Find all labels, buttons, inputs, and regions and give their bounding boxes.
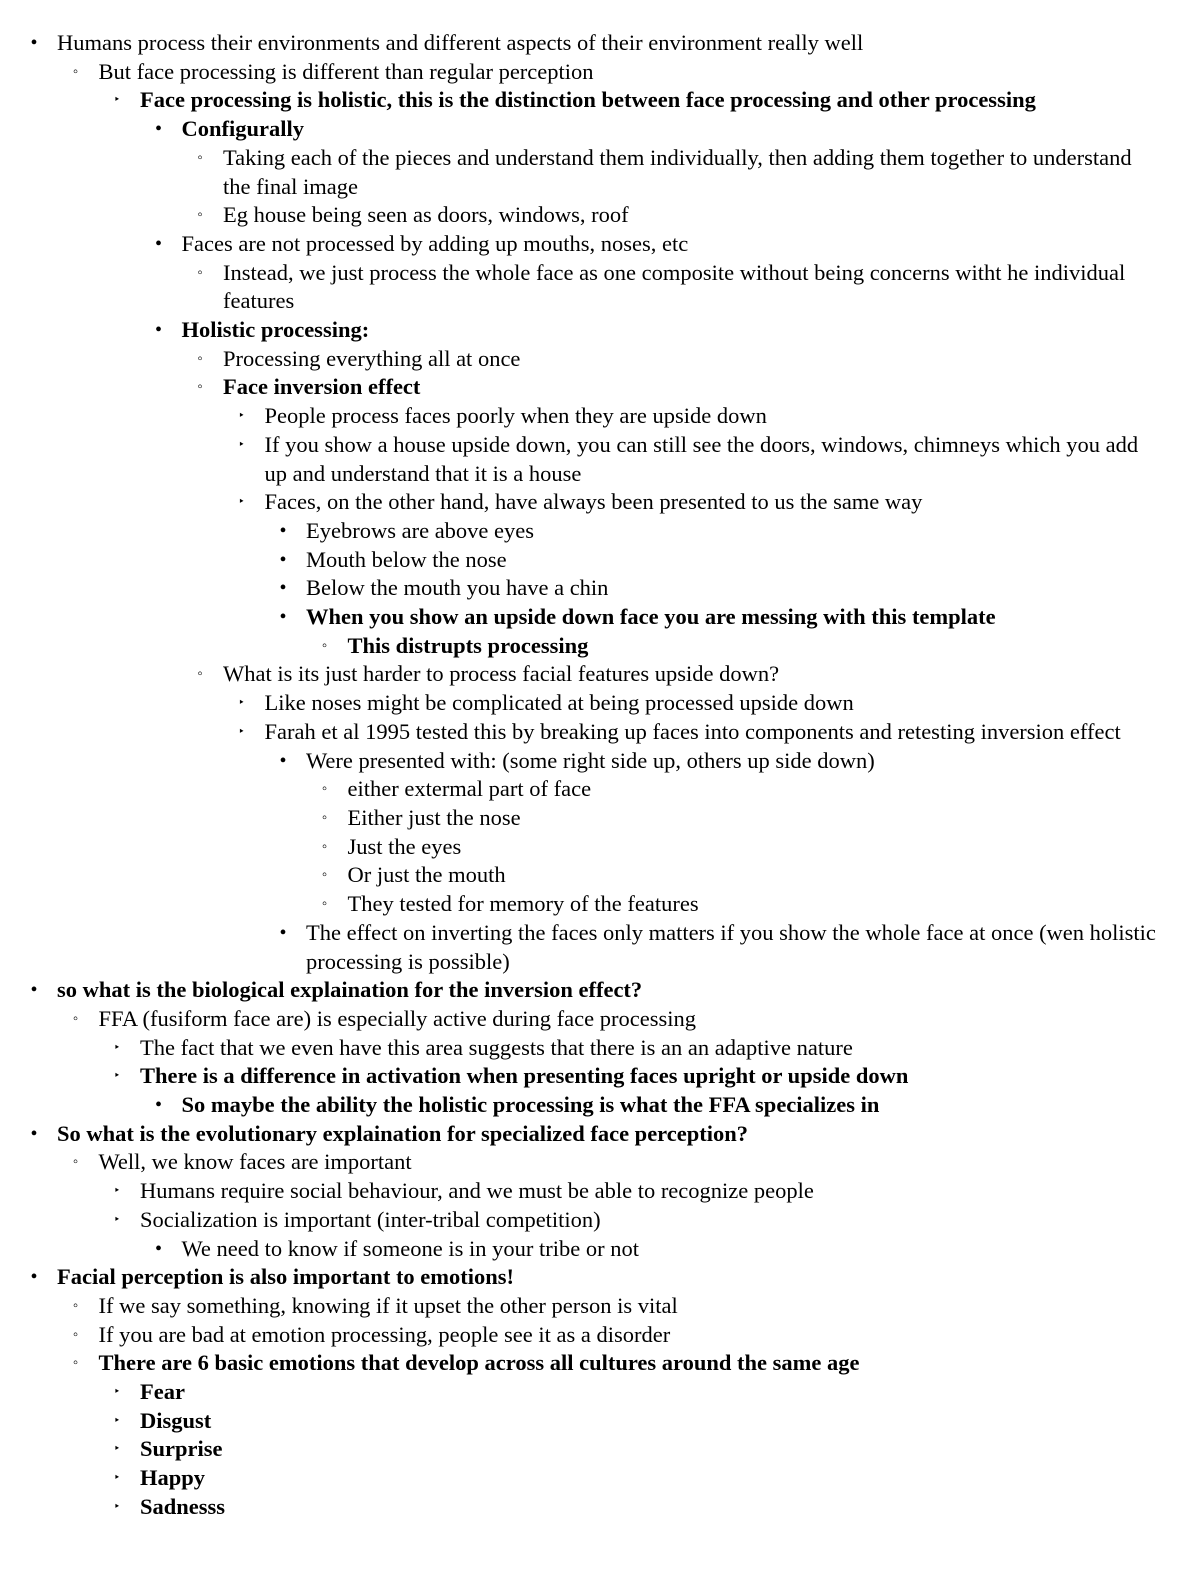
triangle-bullet-icon: ‣: [238, 410, 245, 423]
outline-item: [0, 230, 1158, 259]
outline-item-text: If you are bad at emotion processing, people see it as a disorder: [98, 1321, 671, 1347]
outline-item-text: They tested for memory of the features: [347, 891, 699, 917]
outline-item: [0, 1292, 1158, 1321]
outline-item-text: The fact that we even have this area suggests that there is an an adaptive nature: [140, 1034, 853, 1060]
outline-item: [0, 144, 1158, 201]
outline-item-text: Just the eyes: [347, 833, 462, 859]
circle-bullet-icon: ◦: [72, 1010, 79, 1027]
outline-document: [0, 29, 1200, 1522]
outline-item-text: Like noses might be complicated at being processed upside down: [264, 690, 854, 716]
outline-item-text: Facial perception is also important to emotions!: [57, 1264, 515, 1290]
outline-item-text: Configurally: [181, 116, 305, 142]
outline-item-text: This distrupts processing: [347, 632, 589, 658]
outline-item-text: There are 6 basic emotions that develop across all cultures around the same age: [98, 1350, 860, 1376]
outline-item-text: Happy: [140, 1465, 206, 1491]
circle-bullet-icon: ◦: [72, 1355, 79, 1372]
outline-item: [0, 29, 1158, 58]
outline-item: [0, 1062, 1158, 1091]
outline-item: [0, 689, 1158, 718]
outline-item: [0, 804, 1158, 833]
outline-item-text: Farah et al 1995 tested this by breaking up faces into components and retesting inversion effect: [264, 718, 1121, 744]
circle-bullet-icon: ◦: [197, 666, 203, 683]
disc-bullet-icon: •: [279, 577, 287, 600]
circle-bullet-icon: ◦: [321, 637, 328, 654]
outline-item: [0, 1378, 1158, 1407]
disc-bullet-icon: •: [154, 118, 162, 141]
outline-item: [0, 259, 1158, 316]
outline-item: [0, 660, 1158, 689]
triangle-bullet-icon: ‣: [113, 1386, 121, 1399]
outline-item: [0, 431, 1158, 488]
outline-item-text: so what is the biological explaination for the inversion effect?: [57, 977, 643, 1003]
outline-item-text: Instead, we just process the whole face as one composite without being concerns witht he individual features: [223, 259, 1126, 314]
triangle-bullet-icon: ‣: [113, 1500, 121, 1513]
outline-item: [0, 1407, 1158, 1436]
outline-item-text: What is its just harder to process facial features upside down?: [223, 661, 780, 687]
disc-bullet-icon: •: [30, 979, 38, 1002]
circle-bullet-icon: ◦: [321, 896, 328, 913]
circle-bullet-icon: ◦: [72, 63, 79, 80]
outline-item-text: We need to know if someone is in your tribe or not: [181, 1235, 639, 1261]
outline-item-text: So maybe the ability the holistic processing is what the FFA specializes in: [181, 1092, 880, 1118]
outline-item: [0, 1464, 1158, 1493]
outline-item: [0, 919, 1158, 976]
outline-item: [0, 890, 1158, 919]
triangle-bullet-icon: ‣: [113, 1414, 121, 1427]
circle-bullet-icon: ◦: [197, 149, 203, 166]
outline-item-text: FFA (fusiform face are) is especially active during face processing: [98, 1005, 696, 1031]
outline-item-text: Eg house being seen as doors, windows, roof: [223, 202, 629, 228]
outline-item-text: Taking each of the pieces and understand them individually, then adding them together to understand the final image: [223, 144, 1132, 199]
outline-item: [0, 1493, 1158, 1522]
outline-item: [0, 86, 1158, 115]
outline-item-text: There is a difference in activation when presenting faces upright or upside down: [140, 1063, 909, 1089]
disc-bullet-icon: •: [30, 32, 38, 54]
outline-item-text: The effect on inverting the faces only matters if you show the whole face at once (wen holistic processing is possible): [306, 919, 1156, 974]
outline-item-text: Holistic processing:: [181, 317, 370, 343]
outline-item-text: When you show an upside down face you are messing with this template: [306, 604, 996, 630]
outline-item-text: If we say something, knowing if it upset the other person is vital: [98, 1292, 678, 1318]
disc-bullet-icon: •: [279, 606, 287, 629]
circle-bullet-icon: ◦: [197, 350, 203, 367]
outline-item-text: Surprise: [140, 1436, 223, 1462]
disc-bullet-icon: •: [279, 519, 287, 542]
outline-item: [0, 1148, 1158, 1177]
outline-item: [0, 775, 1158, 804]
disc-bullet-icon: •: [279, 548, 287, 571]
outline-item-text: Face inversion effect: [223, 374, 421, 400]
outline-item-text: Sadnesss: [140, 1493, 226, 1519]
outline-item-text: Faces are not processed by adding up mouths, noses, etc: [181, 230, 689, 256]
outline-item: [0, 201, 1158, 230]
circle-bullet-icon: ◦: [72, 1154, 79, 1171]
outline-item-text: either extermal part of face: [347, 776, 592, 802]
outline-item-text: Faces, on the other hand, have always been presented to us the same way: [264, 489, 923, 515]
disc-bullet-icon: •: [154, 1094, 162, 1117]
outline-item-text: People process faces poorly when they are upside down: [264, 403, 767, 429]
circle-bullet-icon: ◦: [321, 838, 328, 855]
outline-item: [0, 1120, 1158, 1149]
circle-bullet-icon: ◦: [72, 1326, 79, 1343]
outline-item: [0, 517, 1158, 546]
outline-item-text: But face processing is different than regular perception: [98, 58, 594, 84]
outline-item: [0, 833, 1158, 862]
triangle-bullet-icon: ‣: [113, 1041, 121, 1054]
outline-item-text: Processing everything all at once: [223, 345, 521, 371]
outline-item: [0, 1005, 1158, 1034]
outline-item: [0, 1349, 1158, 1378]
outline-item-text: So what is the evolutionary explaination for specialized face perception?: [57, 1120, 749, 1146]
disc-bullet-icon: •: [279, 921, 287, 944]
outline-item-text: Mouth below the nose: [306, 546, 507, 572]
outline-item-text: Either just the nose: [347, 804, 521, 830]
triangle-bullet-icon: ‣: [113, 1472, 121, 1485]
outline-item: [0, 603, 1158, 632]
circle-bullet-icon: ◦: [72, 1297, 79, 1314]
disc-bullet-icon: •: [279, 749, 287, 772]
disc-bullet-icon: •: [154, 1237, 162, 1260]
outline-item: [0, 1034, 1158, 1063]
outline-item-text: Were presented with: (some right side up, others up side down): [306, 747, 875, 773]
disc-bullet-icon: •: [154, 319, 162, 342]
outline-item-text: Humans require social behaviour, and we must be able to recognize people: [140, 1178, 814, 1204]
outline-item: [0, 574, 1158, 603]
triangle-bullet-icon: ‣: [238, 697, 245, 710]
triangle-bullet-icon: ‣: [238, 438, 245, 451]
triangle-bullet-icon: ‣: [113, 1213, 121, 1226]
outline-item-text: Or just the mouth: [347, 862, 506, 888]
outline-item: [0, 976, 1158, 1005]
outline-item: [0, 115, 1158, 144]
outline-item-text: Socialization is important (inter-tribal competition): [140, 1206, 601, 1232]
outline-item-text: If you show a house upside down, you can still see the doors, windows, chimneys which you add up and understand that it is a house: [264, 431, 1139, 486]
triangle-bullet-icon: ‣: [113, 1070, 121, 1083]
outline-item-text: Eyebrows are above eyes: [306, 517, 535, 543]
circle-bullet-icon: ◦: [197, 207, 203, 224]
outline-item: [0, 747, 1158, 776]
disc-bullet-icon: •: [30, 1122, 38, 1145]
outline-item: [0, 1321, 1158, 1350]
outline-item: [0, 1263, 1158, 1292]
circle-bullet-icon: ◦: [197, 379, 203, 396]
outline-item-text: Face processing is holistic, this is the distinction between face processing and other processing: [140, 87, 1036, 113]
outline-item: [0, 1206, 1158, 1235]
outline-item: [0, 345, 1158, 374]
outline-item: [0, 546, 1158, 575]
outline-item: [0, 1091, 1158, 1120]
circle-bullet-icon: ◦: [321, 867, 328, 884]
outline-item: [0, 402, 1158, 431]
circle-bullet-icon: ◦: [321, 781, 328, 798]
outline-item: [0, 1235, 1158, 1264]
outline-item-text: Fear: [140, 1379, 185, 1405]
circle-bullet-icon: ◦: [321, 809, 328, 826]
circle-bullet-icon: ◦: [197, 264, 203, 281]
outline-item: [0, 488, 1158, 517]
disc-bullet-icon: •: [154, 232, 162, 255]
outline-item-text: Well, we know faces are important: [98, 1149, 412, 1175]
outline-item: [0, 861, 1158, 890]
disc-bullet-icon: •: [30, 1266, 38, 1289]
outline-item-text: Below the mouth you have a chin: [306, 575, 609, 601]
outline-item-text: Humans process their environments and different aspects of their environment really well: [57, 30, 864, 55]
triangle-bullet-icon: ‣: [113, 1185, 121, 1198]
outline-item: [0, 373, 1158, 402]
outline-item: [0, 58, 1158, 87]
outline-item-text: Disgust: [140, 1407, 212, 1433]
triangle-bullet-icon: ‣: [238, 496, 245, 509]
outline-item: [0, 1435, 1158, 1464]
outline-item: [0, 718, 1158, 747]
triangle-bullet-icon: ‣: [113, 94, 121, 107]
triangle-bullet-icon: ‣: [113, 1443, 121, 1456]
outline-item: [0, 632, 1158, 661]
outline-item: [0, 316, 1158, 345]
triangle-bullet-icon: ‣: [238, 725, 245, 738]
outline-item: [0, 1177, 1158, 1206]
